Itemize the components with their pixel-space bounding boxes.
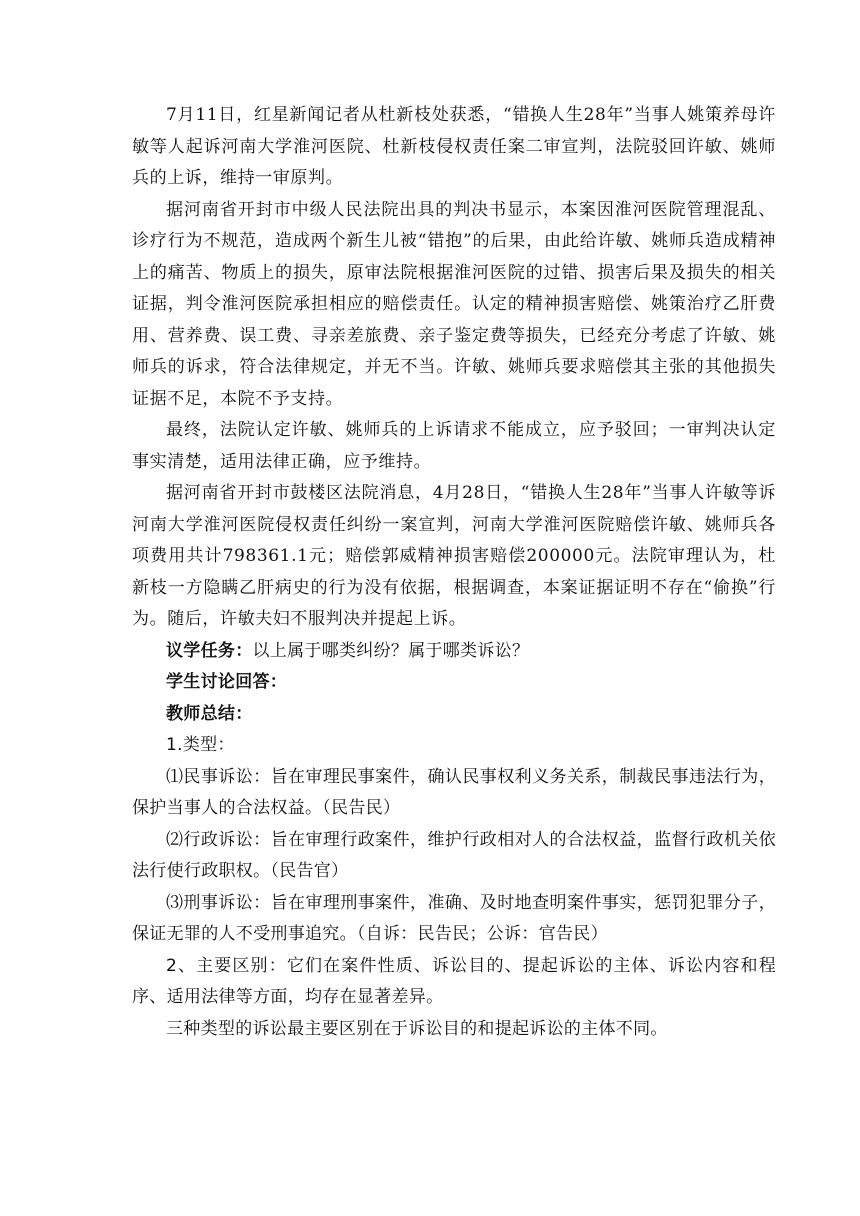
discussion-task [132, 636, 776, 668]
criminal-litigation-item: ⑶刑事诉讼：旨在审理刑事案件，准确、及时地查明案件事实，惩罚犯罪分子，保证无罪的人不受刑事追究。（自诉：民告民；公诉：官告民） [132, 892, 776, 944]
main-difference-item: 2、主要区别：它们在案件性质、诉讼目的、提起诉讼的主体、诉讼内容和程序、适用法律等方面，均存在显著差异。 [132, 955, 776, 1007]
news-paragraph-3: 最终，法院认定许敏、姚师兵的上诉请求不能成立，应予驳回；一审判决认定事实清楚，适用法律正确，应予维持。 [132, 420, 776, 472]
teacher-summary-heading: 教师总结： [166, 703, 253, 724]
document-body [132, 100, 776, 1045]
discussion-task-question: 以上属于哪类纠纷？属于哪类诉讼？ [252, 640, 530, 661]
news-paragraph-1: 7月11日，红星新闻记者从杜新枝处获悉，“错换人生28年”当事人姚策养母许敏等人起诉河南大学淮河医院、杜新枝侵权责任案二审宣判，法院驳回许敏、姚师兵的上诉，维持一审原判。 [132, 105, 776, 188]
civil-litigation-item: ⑴民事诉讼：旨在审理民事案件，确认民事权利义务关系，制裁民事违法行为，保护当事人的合法权益。（民告民） [132, 766, 776, 818]
discussion-task-label: 议学任务： [166, 640, 253, 661]
conclusion-paragraph: 三种类型的诉讼最主要区别在于诉讼目的和提起诉讼的主体不同。 [166, 1018, 668, 1039]
student-answer-heading: 学生讨论回答： [166, 672, 288, 692]
administrative-litigation-item: ⑵行政诉讼：旨在审理行政案件，维护行政相对人的合法权益，监督行政机关依法行使行政职权。（民告官） [132, 829, 776, 881]
news-paragraph-2: 据河南省开封市中级人民法院出具的判决书显示，本案因淮河医院管理混乱、诊疗行为不规范，造成两个新生儿被“错抱”的后果，由此给许敏、姚师兵造成精神上的痛苦、物质上的损失，原审法院根据淮河医院的过错、损害后果及损失的相关证据，判令淮河医院承担相应的赔偿责任。认定的精神损害赔偿、姚策治疗乙肝费用、营养费、误工费、寻亲差旅费、亲子鉴定费等损失，已经充分考虑了许敏、姚师兵的诉求，符合法律规定，并无不当。许敏、姚师兵要求赔偿其主张的其他损失证据不足，本院不予支持。 [132, 199, 776, 409]
news-paragraph-4: 据河南省开封市鼓楼区法院消息，4月28日，“错换人生28年”当事人许敏等诉河南大学淮河医院侵权责任纠纷一案宣判，河南大学淮河医院赔偿许敏、姚师兵各项费用共计798361.1元；赔偿郭威精神损害赔偿200000元。法院审理认为，杜新枝一方隐瞒乙肝病史的行为没有依据，根据调查，本案证据证明不存在“偷换”行为。随后，许敏夫妇不服判决并提起上诉。 [132, 483, 776, 629]
types-heading: 1.类型： [166, 735, 235, 755]
